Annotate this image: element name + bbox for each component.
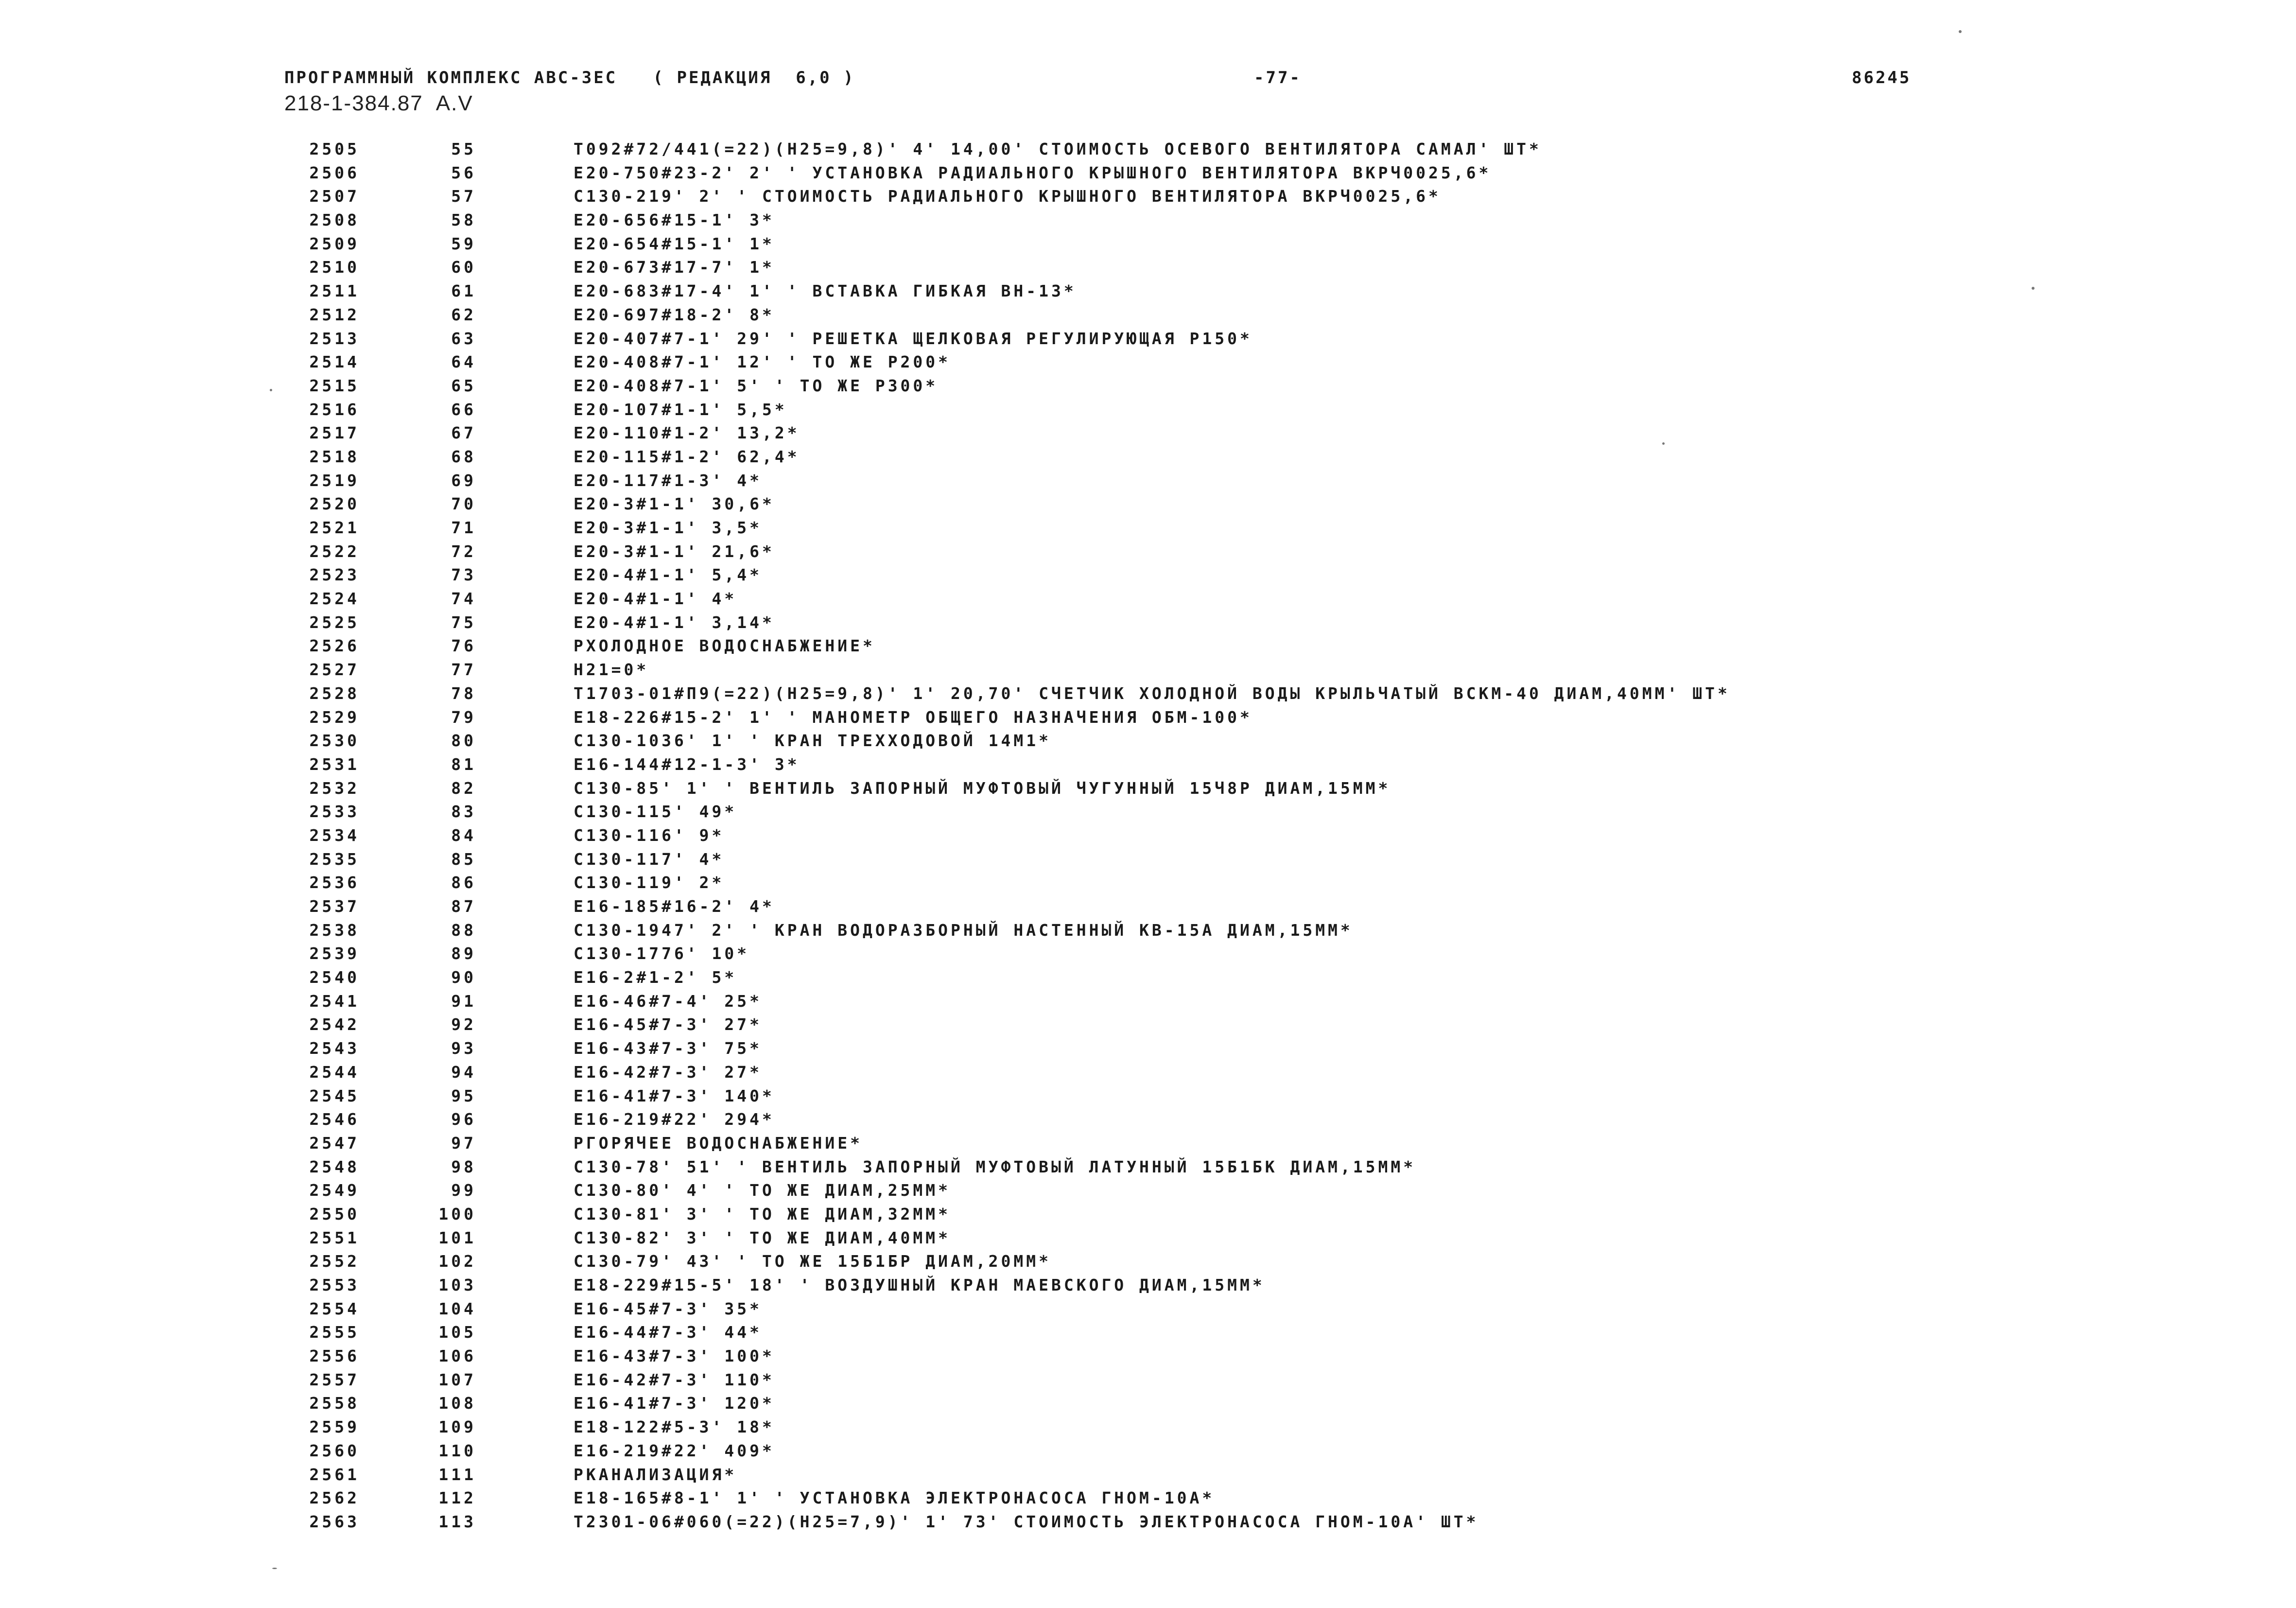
sequence-number: 83: [451, 802, 476, 821]
listing-row: [292, 611, 2041, 635]
line-number: 2516: [309, 400, 360, 419]
sequence-number: 113: [438, 1512, 476, 1531]
line-number: 2523: [309, 565, 360, 585]
record-text: Е16-41#7-3' 120*: [574, 1394, 775, 1413]
listing-row: [292, 919, 2041, 943]
record-text: С130-85' 1' ' ВЕНТИЛЬ ЗАПОРНЫЙ МУФТОВЫЙ ЧУГУННЫЙ 15Ч8Р ДИАМ,15ММ*: [574, 778, 1391, 798]
sequence-number: 93: [451, 1039, 476, 1058]
line-number: 2539: [309, 944, 360, 963]
listing-row: [292, 1274, 2041, 1297]
record-text: С130-1776' 10*: [574, 944, 750, 963]
listing-row: [292, 232, 2041, 256]
line-number: 2537: [309, 897, 360, 916]
listing-row: [292, 966, 2041, 990]
sequence-number: 109: [438, 1417, 476, 1437]
line-number: 2514: [309, 352, 360, 372]
listing-row: [292, 563, 2041, 587]
record-text: Е20-750#23-2' 2' ' УСТАНОВКА РАДИАЛЬНОГО КРЫШНОГО ВЕНТИЛЯТОРА ВКРЧ0025,6*: [574, 163, 1492, 182]
line-number: 2505: [309, 140, 360, 158]
listing-row: [292, 1510, 2041, 1534]
code-listing: [292, 138, 2041, 1534]
line-number: 2553: [309, 1276, 360, 1294]
sequence-number: 56: [451, 163, 476, 182]
listing-row: [292, 1321, 2041, 1345]
record-text: С130-119' 2*: [574, 873, 725, 892]
line-number: 2547: [309, 1133, 360, 1153]
line-number: 2511: [309, 281, 360, 301]
listing-row: [292, 871, 2041, 895]
sequence-number: 55: [451, 140, 476, 158]
line-number: 2512: [309, 305, 360, 324]
record-text: Е20-673#17-7' 1*: [574, 258, 775, 277]
line-number: 2541: [309, 991, 360, 1011]
sequence-number: 108: [438, 1394, 476, 1413]
listing-row: [292, 1439, 2041, 1463]
line-number: 2509: [309, 234, 360, 253]
line-number: 2562: [309, 1488, 360, 1508]
record-text: Е20-407#7-1' 29' ' РЕШЕТКА ЩЕЛКОВАЯ РЕГУЛИРУЮЩАЯ Р150*: [574, 329, 1252, 348]
record-text: Е16-43#7-3' 75*: [574, 1039, 763, 1058]
record-text: Е20-656#15-1' 3*: [574, 210, 775, 230]
listing-row: [292, 1250, 2041, 1274]
sequence-number: 106: [438, 1346, 476, 1366]
sequence-number: 97: [451, 1133, 476, 1153]
line-number: 2540: [309, 968, 360, 987]
line-number: 2556: [309, 1346, 360, 1366]
record-text: С130-78' 51' ' ВЕНТИЛЬ ЗАПОРНЫЙ МУФТОВЫЙ ЛАТУННЫЙ 15Б1БК ДИАМ,15ММ*: [574, 1157, 1416, 1176]
sequence-number: 107: [438, 1370, 476, 1389]
record-text: С130-80' 4' ' ТО ЖЕ ДИАМ,25ММ*: [574, 1181, 951, 1200]
record-text: Е18-226#15-2' 1' ' МАНОМЕТР ОБЩЕГО НАЗНАЧЕНИЯ ОБМ-100*: [574, 707, 1252, 727]
listing-row: [292, 634, 2041, 658]
sequence-number: 105: [438, 1323, 476, 1342]
listing-row: [292, 1416, 2041, 1439]
line-number: 2538: [309, 920, 360, 940]
sequence-number: 90: [451, 968, 476, 987]
line-number: 2534: [309, 825, 360, 845]
listing-row: [292, 1297, 2041, 1321]
listing-row: [292, 209, 2041, 232]
record-text: Е16-185#16-2' 4*: [574, 897, 775, 916]
sequence-number: 72: [451, 542, 476, 561]
listing-row: [292, 374, 2041, 398]
record-text: С130-81' 3' ' ТО ЖЕ ДИАМ,32ММ*: [574, 1204, 951, 1223]
line-number: 2549: [309, 1181, 360, 1200]
sequence-number: 79: [451, 707, 476, 727]
record-text: Е20-697#18-2' 8*: [574, 305, 775, 324]
record-text: Е20-3#1-1' 30,6*: [574, 494, 775, 514]
line-number: 2507: [309, 187, 360, 206]
line-number: 2552: [309, 1252, 360, 1271]
sequence-number: 60: [451, 258, 476, 277]
sequence-number: 78: [451, 683, 476, 703]
scan-speck: [1662, 442, 1665, 445]
sequence-number: 95: [451, 1086, 476, 1105]
record-text: Е20-4#1-1' 5,4*: [574, 565, 763, 585]
sequence-number: 98: [451, 1157, 476, 1176]
record-text: С130-117' 4*: [574, 849, 725, 869]
listing-row: [292, 729, 2041, 753]
line-number: 2554: [309, 1299, 360, 1318]
listing-row: [292, 516, 2041, 540]
record-text: Е16-41#7-3' 140*: [574, 1086, 775, 1105]
record-text: Е16-43#7-3' 100*: [574, 1346, 775, 1366]
listing-row: [292, 1037, 2041, 1061]
sequence-number: 73: [451, 565, 476, 585]
listing-row: [292, 1203, 2041, 1226]
listing-row: [292, 280, 2041, 303]
sequence-number: 81: [451, 754, 476, 774]
line-number: 2563: [309, 1512, 360, 1531]
sequence-number: 76: [451, 636, 476, 656]
line-number: 2526: [309, 636, 360, 656]
sequence-number: 68: [451, 447, 476, 466]
sequence-number: 63: [451, 329, 476, 348]
sequence-number: 101: [438, 1228, 476, 1247]
line-number: 2557: [309, 1370, 360, 1389]
line-number: 2560: [309, 1441, 360, 1460]
sequence-number: 57: [451, 187, 476, 206]
record-text: Е20-4#1-1' 4*: [574, 589, 737, 609]
listing-row: [292, 682, 2041, 706]
listing-row: [292, 777, 2041, 801]
sequence-number: 110: [438, 1441, 476, 1460]
record-text: С130-219' 2' ' СТОИМОСТЬ РАДИАЛЬНОГО КРЫШНОГО ВЕНТИЛЯТОРА ВКРЧ0025,6*: [574, 187, 1441, 206]
sequence-number: 103: [438, 1276, 476, 1294]
listing-row: [292, 1084, 2041, 1108]
sequence-number: 111: [438, 1465, 476, 1484]
listing-row: [292, 753, 2041, 777]
line-number: 2546: [309, 1110, 360, 1129]
line-number: 2531: [309, 754, 360, 774]
line-number: 2506: [309, 163, 360, 182]
listing-row: [292, 706, 2041, 730]
line-number: 2518: [309, 447, 360, 466]
record-text: Е16-42#7-3' 27*: [574, 1062, 763, 1082]
sequence-number: 74: [451, 589, 476, 609]
sequence-number: 89: [451, 944, 476, 963]
record-text: Н21=0*: [574, 660, 649, 680]
listing-row: [292, 1132, 2041, 1155]
sequence-number: 94: [451, 1062, 476, 1082]
sequence-number: 85: [451, 849, 476, 869]
listing-row: [292, 587, 2041, 611]
line-number: 2510: [309, 258, 360, 277]
listing-row: [292, 1179, 2041, 1203]
handwritten-stamp: 218-1-384.87 A.V: [284, 91, 473, 115]
sequence-number: 77: [451, 660, 476, 680]
sequence-number: 100: [438, 1204, 476, 1223]
record-text: Е16-46#7-4' 25*: [574, 991, 763, 1011]
sequence-number: 65: [451, 376, 476, 395]
record-text: С130-79' 43' ' ТО ЖЕ 15Б1БР ДИАМ,20ММ*: [574, 1252, 1051, 1271]
record-text: Е20-4#1-1' 3,14*: [574, 612, 775, 632]
program-header: ПРОГРАММНЫЙ КОМПЛЕКС АВС-3ЕС ( РЕДАКЦИЯ 6,0 ): [284, 68, 855, 87]
sequence-number: 96: [451, 1110, 476, 1129]
line-number: 2530: [309, 731, 360, 751]
record-text: Т092#72/441(=22)(Н25=9,8)' 4' 14,00' СТОИМОСТЬ ОСЕВОГО ВЕНТИЛЯТОРА САМАЛ' ШТ*: [574, 140, 1542, 158]
listing-row: [292, 1392, 2041, 1416]
record-text: Е20-3#1-1' 21,6*: [574, 542, 775, 561]
sequence-number: 88: [451, 920, 476, 940]
record-text: Е20-115#1-2' 62,4*: [574, 447, 800, 466]
sequence-number: 62: [451, 305, 476, 324]
record-text: С130-1947' 2' ' КРАН ВОДОРАЗБОРНЫЙ НАСТЕННЫЙ КВ-15А ДИАМ,15ММ*: [574, 920, 1353, 940]
sequence-number: 86: [451, 873, 476, 892]
listing-row: [292, 540, 2041, 564]
listing-row: [292, 492, 2041, 516]
listing-row: [292, 327, 2041, 351]
sequence-number: 87: [451, 897, 476, 916]
listing-row: [292, 256, 2041, 280]
sequence-number: 84: [451, 825, 476, 845]
listing-row: [292, 138, 2041, 161]
record-text: Е16-45#7-3' 27*: [574, 1015, 763, 1034]
line-number: 2532: [309, 778, 360, 798]
line-number: 2520: [309, 494, 360, 514]
line-number: 2551: [309, 1228, 360, 1247]
line-number: 2522: [309, 542, 360, 561]
sequence-number: 75: [451, 612, 476, 632]
page-number: -77-: [1254, 68, 1302, 87]
listing-row: [292, 1368, 2041, 1392]
sequence-number: 66: [451, 400, 476, 419]
line-number: 2544: [309, 1062, 360, 1082]
line-number: 2515: [309, 376, 360, 395]
line-number: 2545: [309, 1086, 360, 1105]
listing-row: [292, 1486, 2041, 1510]
listing-row: [292, 303, 2041, 327]
record-text: Е20-654#15-1' 1*: [574, 234, 775, 253]
listing-row: [292, 895, 2041, 919]
record-text: Е16-144#12-1-3' 3*: [574, 754, 800, 774]
sequence-number: 82: [451, 778, 476, 798]
listing-row: [292, 942, 2041, 966]
line-number: 2561: [309, 1465, 360, 1484]
record-text: Е20-110#1-2' 13,2*: [574, 423, 800, 443]
record-text: Т2301-06#060(=22)(Н25=7,9)' 1' 73' СТОИМОСТЬ ЭЛЕКТРОНАСОСА ГНОМ-10А' ШТ*: [574, 1512, 1479, 1531]
listing-row: [292, 1226, 2041, 1250]
record-text: Е18-122#5-3' 18*: [574, 1417, 775, 1437]
record-text: Е16-44#7-3' 44*: [574, 1323, 763, 1342]
line-number: 2533: [309, 802, 360, 821]
line-number: 2527: [309, 660, 360, 680]
record-text: Е16-219#22' 409*: [574, 1441, 775, 1460]
listing-row: [292, 824, 2041, 848]
line-number: 2508: [309, 210, 360, 230]
sequence-number: 69: [451, 471, 476, 490]
sequence-number: 71: [451, 518, 476, 537]
line-number: 2558: [309, 1394, 360, 1413]
line-number: 2528: [309, 683, 360, 703]
record-text: Е20-107#1-1' 5,5*: [574, 400, 787, 419]
line-number: 2524: [309, 589, 360, 609]
sequence-number: 99: [451, 1181, 476, 1200]
listing-row: [292, 990, 2041, 1014]
listing-row: [292, 185, 2041, 209]
line-number: 2536: [309, 873, 360, 892]
listing-row: [292, 1013, 2041, 1037]
listing-row: [292, 445, 2041, 469]
sequence-number: 80: [451, 731, 476, 751]
listing-row: [292, 800, 2041, 824]
sequence-number: 102: [438, 1252, 476, 1271]
record-text: РГОРЯЧЕЕ ВОДОСНАБЖЕНИЕ*: [574, 1133, 863, 1153]
scan-speck: [270, 389, 272, 391]
record-text: Е16-42#7-3' 110*: [574, 1370, 775, 1389]
record-text: Е18-165#8-1' 1' ' УСТАНОВКА ЭЛЕКТРОНАСОСА ГНОМ-10А*: [574, 1488, 1215, 1508]
record-text: Е20-408#7-1' 5' ' ТО ЖЕ Р300*: [574, 376, 939, 395]
sequence-number: 104: [438, 1299, 476, 1318]
sequence-number: 58: [451, 210, 476, 230]
listing-row: [292, 1061, 2041, 1084]
sequence-number: 61: [451, 281, 476, 301]
listing-row: [292, 848, 2041, 872]
line-number: 2555: [309, 1323, 360, 1342]
document-code: 86245: [1852, 68, 1912, 87]
line-number: 2529: [309, 707, 360, 727]
sequence-number: 91: [451, 991, 476, 1011]
record-text: РХОЛОДНОЕ ВОДОСНАБЖЕНИЕ*: [574, 636, 875, 656]
listing-row: [292, 421, 2041, 445]
line-number: 2535: [309, 849, 360, 869]
scan-speck: [272, 1568, 277, 1569]
line-number: 2519: [309, 471, 360, 490]
listing-row: [292, 1463, 2041, 1487]
line-number: 2513: [309, 329, 360, 348]
record-text: Е18-229#15-5' 18' ' ВОЗДУШНЫЙ КРАН МАЕВСКОГО ДИАМ,15ММ*: [574, 1276, 1265, 1294]
record-text: Е20-408#7-1' 12' ' ТО ЖЕ Р200*: [574, 352, 951, 372]
line-number: 2548: [309, 1157, 360, 1176]
line-number: 2550: [309, 1204, 360, 1223]
sequence-number: 67: [451, 423, 476, 443]
line-number: 2542: [309, 1015, 360, 1034]
record-text: Е16-2#1-2' 5*: [574, 968, 737, 987]
listing-row: [292, 350, 2041, 374]
record-text: РКАНАЛИЗАЦИЯ*: [574, 1465, 737, 1484]
scan-speck: [2032, 287, 2035, 290]
record-text: Е16-219#22' 294*: [574, 1110, 775, 1129]
record-text: Е20-683#17-4' 1' ' ВСТАВКА ГИБКАЯ ВН-13*: [574, 281, 1077, 301]
record-text: С130-82' 3' ' ТО ЖЕ ДИАМ,40ММ*: [574, 1228, 951, 1247]
listing-row: [292, 1155, 2041, 1179]
line-number: 2517: [309, 423, 360, 443]
sequence-number: 112: [438, 1488, 476, 1508]
record-text: Е20-3#1-1' 3,5*: [574, 518, 763, 537]
scan-speck: [1959, 30, 1962, 33]
listing-row: [292, 161, 2041, 185]
line-number: 2525: [309, 612, 360, 632]
record-text: Е16-45#7-3' 35*: [574, 1299, 763, 1318]
listing-row: [292, 398, 2041, 422]
record-text: С130-116' 9*: [574, 825, 725, 845]
listing-row: [292, 469, 2041, 493]
listing-row: [292, 1345, 2041, 1368]
line-number: 2543: [309, 1039, 360, 1058]
line-number: 2559: [309, 1417, 360, 1437]
sequence-number: 92: [451, 1015, 476, 1034]
listing-row: [292, 1108, 2041, 1132]
record-text: Т1703-01#П9(=22)(Н25=9,8)' 1' 20,70' СЧЕТЧИК ХОЛОДНОЙ ВОДЫ КРЫЛЬЧАТЫЙ ВСКМ-40 ДИАМ,40ММ' ШТ*: [574, 683, 1730, 703]
record-text: Е20-117#1-3' 4*: [574, 471, 763, 490]
listing-row: [292, 658, 2041, 682]
record-text: С130-115' 49*: [574, 802, 737, 821]
record-text: С130-1036' 1' ' КРАН ТРЕХХОДОВОЙ 14М1*: [574, 731, 1051, 751]
line-number: 2521: [309, 518, 360, 537]
sequence-number: 59: [451, 234, 476, 253]
sequence-number: 64: [451, 352, 476, 372]
sequence-number: 70: [451, 494, 476, 514]
